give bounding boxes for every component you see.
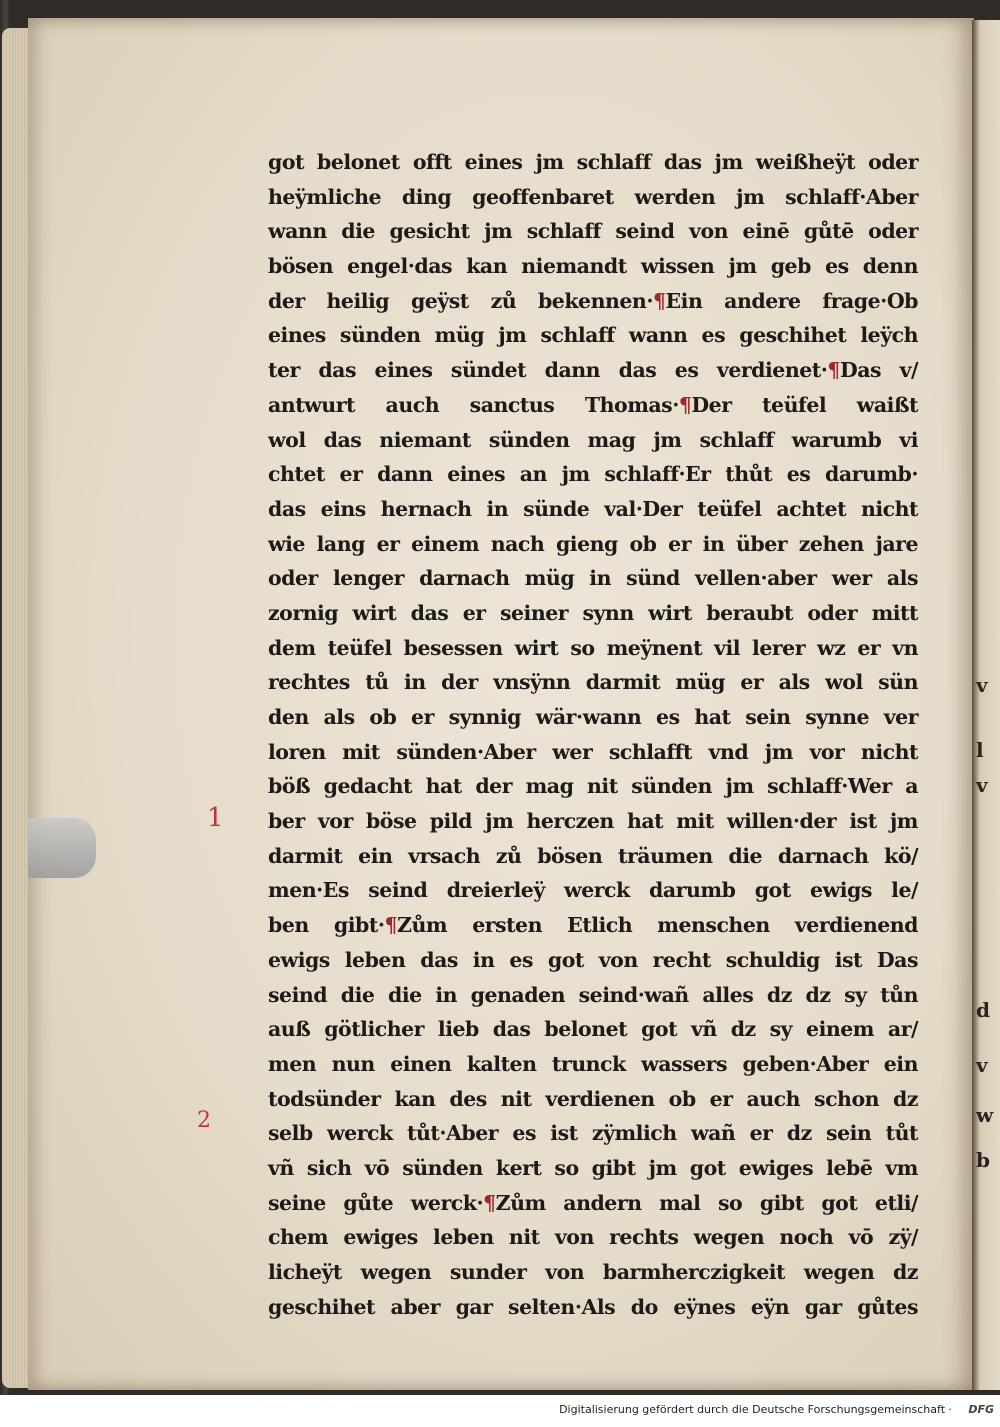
text-line: chem ewiges leben nit von rechts wegen noch vō zÿ/ xyxy=(268,1225,918,1250)
text-line: men nun einen kalten trunck wassers geben·Aber ein xyxy=(268,1051,918,1076)
text-line: wie lang er einem nach gieng ob er in über zehen jare xyxy=(268,531,918,556)
text-line: todsünder kan des nit verdienen ob er auch schon dz xyxy=(268,1086,918,1111)
text-line: got belonet offt eines jm schlaff das jm weißheÿt oder xyxy=(268,150,918,174)
text-line: ter das eines sündet dann das es verdienet·¶Das v/ xyxy=(268,358,918,383)
text-line: loren mit sünden·Aber wer schlafft vnd jm vor nicht xyxy=(268,739,918,764)
rubric-mark: ¶ xyxy=(827,358,840,383)
text-line: den als ob er synnig wär·wann es hat sein synne ver xyxy=(268,705,918,729)
margin-note-2: 2 xyxy=(197,1108,211,1133)
dfg-logo: DFG xyxy=(968,1403,994,1416)
text-line: rechtes tů in der vnsÿnn darmit müg er als wol sün xyxy=(268,670,918,695)
text-line: ber vor böse pild jm herczen hat mit willen·der ist jm xyxy=(268,809,918,834)
text-line: oder lenger darnach müg in sünd vellen·aber wer als xyxy=(268,566,918,591)
funding-credit: Digitalisierung gefördert durch die Deutsche Forschungsgemeinschaft · xyxy=(559,1403,952,1416)
text-line: wann die gesicht jm schlaff seind von einē gůtē oder xyxy=(268,219,918,244)
text-line: ben gibt·¶Zům ersten Etlich menschen verdienend xyxy=(268,913,918,938)
text-line: seine gůte werck·¶Zům andern mal so gibt got etli/ xyxy=(268,1190,918,1215)
facing-page-edge xyxy=(972,20,1000,1390)
text-line: selb werck tůt·Aber es ist zÿmlich wañ er dz sein tůt xyxy=(268,1121,918,1146)
rubric-mark: ¶ xyxy=(384,913,398,938)
text-line: antwurt auch sanctus Thomas·¶Der teüfel waißt xyxy=(268,392,918,417)
text-line: chtet er dann eines an jm schlaff·Er thůt es darumb· xyxy=(268,462,918,487)
text-line: zornig wirt das er seiner synn wirt beraubt oder mitt xyxy=(268,600,918,625)
text-line: das eins hernach in sünde val·Der teüfel achtet nicht xyxy=(268,496,918,521)
text-line: eines sünden müg jm schlaff wann es geschihet leÿch xyxy=(268,323,918,348)
text-line: men·Es seind dreierleÿ werck darumb got ewigs le/ xyxy=(268,878,918,903)
text-line: der heilig geÿst zů bekennen·¶Ein andere frage·Ob xyxy=(268,288,919,313)
text-line: geschihet aber gar selten·Als do eÿnes eÿn gar gůtes xyxy=(268,1294,918,1319)
facing-page-fragment: v xyxy=(976,1053,988,1077)
facing-page-fragment: l xyxy=(976,738,984,762)
margin-note-1: 1 xyxy=(207,803,224,833)
text-line: seind die die in genaden seind·wañ alles dz dz sy tůn xyxy=(268,982,918,1007)
facing-page-fragment: v xyxy=(976,773,988,797)
facing-page-fragment: b xyxy=(976,1148,990,1172)
text-line: böß gedacht hat der mag nit sünden jm schlaff·Wer a xyxy=(268,774,918,799)
footer-bar xyxy=(0,1395,1000,1427)
text-block xyxy=(268,145,918,1324)
page-clip xyxy=(28,818,96,878)
text-line: heÿmliche ding geoffenbaret werden jm schlaff·Aber xyxy=(268,184,918,209)
rubric-mark: ¶ xyxy=(483,1190,496,1215)
text-line: dem teüfel besessen wirt so meÿnent vil lerer wz er vn xyxy=(268,635,918,660)
text-line: wol das niemant sünden mag jm schlaff warumb vi xyxy=(268,427,918,452)
text-line: darmit ein vrsach zů bösen träumen die darnach kö/ xyxy=(268,843,918,868)
text-line: ewigs leben das in es got von recht schuldig ist Das xyxy=(268,947,918,972)
text-line: bösen engel·das kan niemandt wissen jm geb es denn xyxy=(268,254,918,279)
facing-page-fragment: v xyxy=(976,673,988,697)
text-line: vñ sich vō sünden kert so gibt jm got ewiges lebē vm xyxy=(268,1155,918,1180)
rubric-mark: ¶ xyxy=(652,288,666,313)
facing-page-fragment: d xyxy=(976,998,990,1022)
text-line: auß götlicher lieb das belonet got vñ dz sy einem ar/ xyxy=(268,1017,918,1042)
facing-page-fragment: w xyxy=(976,1103,994,1127)
rubric-mark: ¶ xyxy=(678,392,692,417)
text-line: licheÿt wegen sunder von barmherczigkeit wegen dz xyxy=(268,1260,918,1284)
